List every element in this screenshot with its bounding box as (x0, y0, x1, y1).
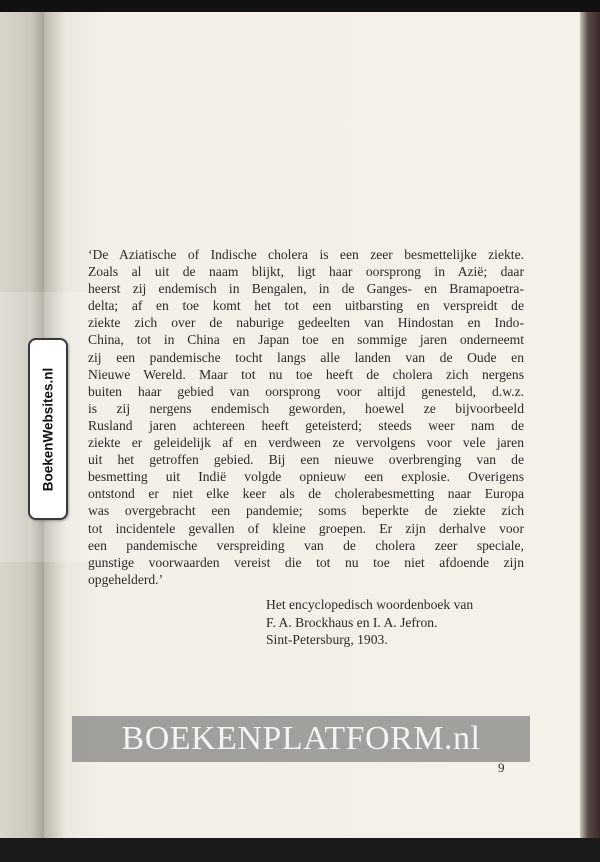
quote-line: is zij nergens endemisch geworden, hoewel ze bijvoorbeeld (88, 400, 524, 416)
book-bottom-edge (0, 838, 600, 862)
quote-paragraph (88, 246, 524, 588)
book-top-edge (0, 0, 600, 12)
watermark-band (72, 716, 530, 762)
quote-line: was overgebracht een pandemie; soms beperkte de ziekte zich (88, 503, 524, 519)
quote-line: China, tot in China en Japan toe en sommige jaren onderneemt (88, 332, 524, 348)
sticker-text: BoekenWebsites.nl (40, 367, 56, 491)
sticker-label (28, 338, 68, 520)
quote-line: een pandemische verspreiding van de cholera zeer speciale, (88, 537, 524, 553)
quote-line: ziekte zich over de naburige gedeelten van Hindostan en Indo- (88, 315, 524, 331)
book-right-edge (580, 12, 600, 838)
quote-line: heerst zij endemisch in Bengalen, in de Ganges- en Bramapoetra- (88, 281, 524, 297)
quote-line: Zoals al uit de naam blijkt, ligt haar oorsprong in Azië; daar (88, 264, 524, 280)
citation-line: Het encyclopedisch woordenboek van (266, 597, 474, 612)
quote-line: uit het getroffen gebied. Bij een nieuwe overbrenging van de (88, 452, 524, 468)
quote-line: zij een pandemische tocht langs alle landen van de Oude en (88, 349, 524, 365)
quote-line: Nieuwe Wereld. Maar tot nu toe heeft de cholera zich nergens (88, 366, 524, 382)
quote-line: delta; af en toe komt het tot een uitbarsting en verspreidt de (88, 298, 524, 314)
citation (266, 596, 526, 649)
page-number: 9 (498, 760, 505, 775)
quote-line: ziekte er geleidelijk af en verdween ze vervolgens voor vele jaren (88, 435, 524, 451)
quote-line: tot incidentele gevallen of kleine groepen. Er zijn derhalve voor (88, 520, 524, 536)
quote-line: buiten haar gebied van oorsprong voor altijd genesteld, d.w.z. (88, 383, 524, 399)
citation-line: Sint-Petersburg, 1903. (266, 632, 388, 647)
citation-line: F. A. Brockhaus en I. A. Jefron. (266, 614, 438, 630)
watermark-text: BOEKENPLATFORM.nl (121, 720, 481, 757)
quote-line: ‘De Aziatische of Indische cholera is een zeer besmettelijke ziekte. (88, 247, 524, 262)
quote-line: Rusland jaren achtereen heeft geteisterd; steeds weer nam de (88, 417, 524, 433)
quote-line: ontstond er niet elke keer als de cholerabesmetting naar Europa (88, 486, 524, 502)
quote-line: opgehelderd.’ (88, 571, 164, 587)
quote-line: gunstige voorwaarden vereist die tot nu toe niet afdoende zijn (88, 554, 524, 570)
quote-line: besmetting uit Indië volgde opnieuw een explosie. Overigens (88, 469, 524, 485)
